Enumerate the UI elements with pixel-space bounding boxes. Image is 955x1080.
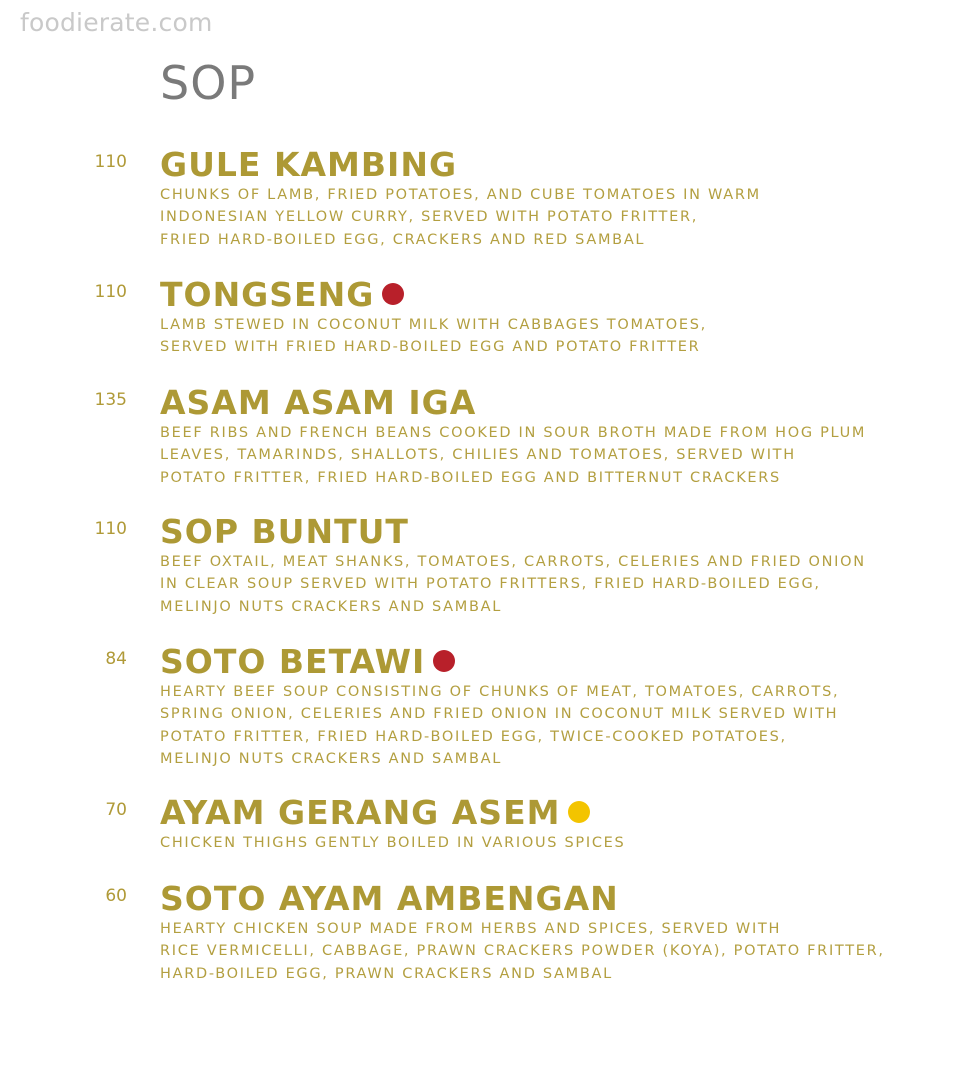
description-line: HEARTY CHICKEN SOUP MADE FROM HERBS AND SPICES, SERVED WITH: [160, 921, 782, 937]
section-title: SOP: [160, 56, 257, 110]
item-name-text: ASAM ASAM IGA: [160, 383, 477, 422]
item-price: 60: [105, 886, 127, 906]
item-name: [160, 383, 477, 422]
item-name-text: AYAM GERANG ASEM: [160, 793, 561, 832]
description-line: IN CLEAR SOUP SERVED WITH POTATO FRITTERS, FRIED HARD-BOILED EGG,: [160, 576, 821, 593]
item-name: [160, 275, 404, 314]
item-name-text: SOTO AYAM AMBENGAN: [160, 879, 619, 918]
item-description: [160, 314, 707, 359]
description-line: LAMB STEWED IN COCONUT MILK WITH CABBAGES TOMATOES,: [160, 317, 707, 333]
item-price: 110: [94, 152, 127, 172]
description-line: BEEF RIBS AND FRENCH BEANS COOKED IN SOUR BROTH MADE FROM HOG PLUM: [160, 425, 867, 441]
description-line: SERVED WITH FRIED HARD-BOILED EGG AND POTATO FRITTER: [160, 339, 701, 356]
description-line: HARD-BOILED EGG, PRAWN CRACKERS AND SAMBAL: [160, 965, 613, 982]
item-description: [160, 184, 761, 251]
item-name: [160, 642, 455, 681]
spicy-badge-icon: [382, 283, 404, 305]
item-description: [160, 918, 885, 985]
item-description: [160, 422, 866, 489]
item-price: 110: [94, 282, 127, 302]
item-description: [160, 681, 839, 771]
description-line: POTATO FRITTER, FRIED HARD-BOILED EGG, TWICE-COOKED POTATOES,: [160, 728, 787, 745]
item-price: 70: [105, 800, 127, 820]
item-name: [160, 512, 409, 551]
item-name-text: SOP BUNTUT: [160, 512, 409, 551]
item-name: [160, 879, 619, 918]
description-line: LEAVES, TAMARINDS, SHALLOTS, CHILIES AND TOMATOES, SERVED WITH: [160, 447, 796, 464]
description-line: CHUNKS OF LAMB, FRIED POTATOES, AND CUBE TOMATOES IN WARM: [160, 187, 761, 203]
item-description: [160, 832, 625, 854]
item-price: 110: [94, 519, 127, 539]
description-line: HEARTY BEEF SOUP CONSISTING OF CHUNKS OF MEAT, TOMATOES, CARROTS,: [160, 684, 840, 700]
description-line: MELINJO NUTS CRACKERS AND SAMBAL: [160, 751, 503, 768]
description-line: SPRING ONION, CELERIES AND FRIED ONION IN COCONUT MILK SERVED WITH: [160, 706, 839, 723]
description-line: FRIED HARD-BOILED EGG, CRACKERS AND RED SAMBAL: [160, 231, 646, 248]
item-price: 135: [94, 390, 127, 410]
description-line: MELINJO NUTS CRACKERS AND SAMBAL: [160, 598, 503, 615]
description-line: RICE VERMICELLI, CABBAGE, PRAWN CRACKERS POWDER (KOYA), POTATO FRITTER,: [160, 943, 885, 960]
item-name: [160, 793, 590, 832]
description-line: POTATO FRITTER, FRIED HARD-BOILED EGG AND BITTERNUT CRACKERS: [160, 469, 781, 486]
item-name-text: SOTO BETAWI: [160, 642, 426, 681]
item-description: [160, 551, 866, 618]
item-price: 84: [105, 649, 127, 669]
chili-badge-icon: [568, 801, 590, 823]
item-name-text: GULE KAMBING: [160, 145, 458, 184]
description-line: CHICKEN THIGHS GENTLY BOILED IN VARIOUS SPICES: [160, 835, 626, 851]
description-line: BEEF OXTAIL, MEAT SHANKS, TOMATOES, CARROTS, CELERIES AND FRIED ONION: [160, 554, 866, 570]
item-name-text: TONGSENG: [160, 275, 375, 314]
description-line: INDONESIAN YELLOW CURRY, SERVED WITH POTATO FRITTER,: [160, 209, 699, 226]
item-name: [160, 145, 458, 184]
site-watermark: foodierate.com: [20, 8, 213, 37]
spicy-badge-icon: [433, 650, 455, 672]
